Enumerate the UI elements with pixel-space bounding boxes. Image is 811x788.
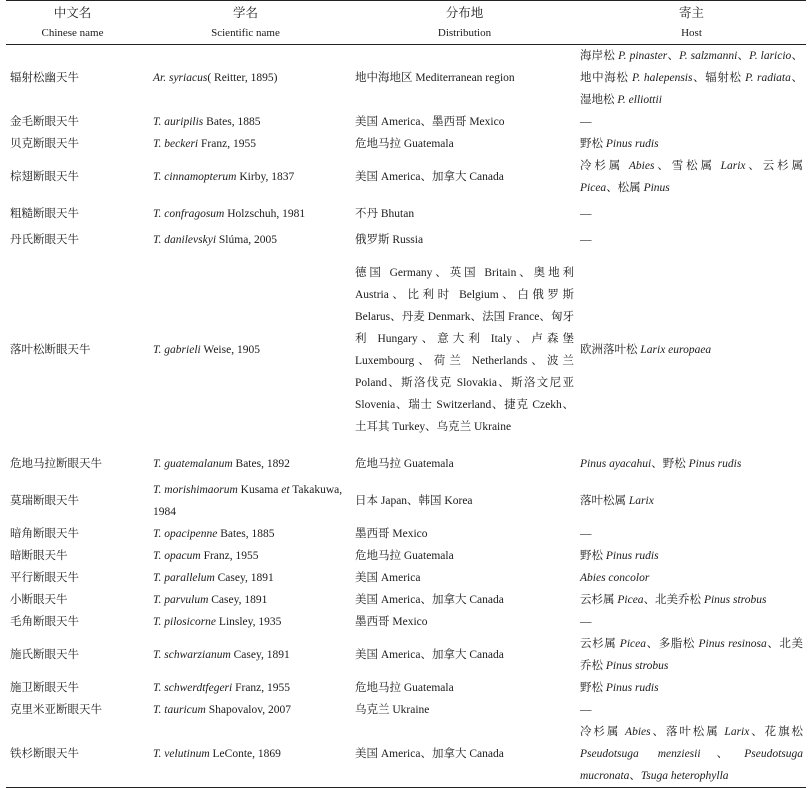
col-header-scientific-name-en: Scientific name	[211, 26, 280, 39]
host-latin-name: Larix europaea	[640, 344, 712, 356]
cell-host	[577, 523, 806, 545]
table-row	[6, 449, 806, 479]
cell-chinese-name: 丹氏断眼天牛	[10, 234, 79, 246]
host-latin-name: Pinus rudis	[688, 458, 742, 470]
host-text: 、多脂松	[645, 638, 699, 650]
scientific-name-authority: Bates, 1892	[232, 458, 290, 470]
host-latin-name: Pseudotsuga mucronata	[580, 748, 804, 782]
host-text: 、地中海松	[580, 50, 803, 84]
cell-distribution: 地中海地区 Mediterranean region	[355, 72, 515, 84]
host-latin-name: Pinus	[643, 182, 670, 194]
cell-chinese-name: 莫瑞断眼天牛	[10, 495, 79, 507]
host-text: —	[580, 234, 592, 246]
table-row	[6, 155, 806, 199]
table-row	[6, 721, 806, 788]
cell-distribution: 美国 America、加拿大 Canada	[352, 721, 577, 788]
cell-host	[577, 677, 806, 699]
cell-chinese-name: 棕翅断眼天牛	[10, 171, 79, 183]
cell-distribution: 墨西哥 Mexico	[355, 528, 428, 540]
cell-scientific-name	[139, 699, 352, 721]
col-header-host-en: Host	[681, 26, 702, 39]
cell-distribution: 危地马拉 Guatemala	[355, 682, 454, 694]
host-latin-name: Picea	[617, 594, 644, 606]
col-header-chinese-name	[6, 1, 139, 45]
scientific-name-binomial: T. opacipenne	[153, 528, 218, 540]
table-row	[6, 479, 806, 523]
cell-distribution: 美国 America、墨西哥 Mexico	[355, 116, 505, 128]
host-latin-name: P. salzmanni	[679, 50, 738, 62]
cell-host	[577, 721, 806, 788]
cell-scientific-name	[139, 611, 352, 633]
scientific-name-binomial: T. schwarzianum	[153, 649, 231, 661]
table-body	[6, 45, 806, 788]
scientific-name-authority: Bates, 1885	[217, 528, 275, 540]
cell-chinese-name: 粗糙断眼天牛	[10, 208, 79, 220]
table-row	[6, 545, 806, 567]
cell-distribution: 美国 America、加拿大 Canada	[355, 649, 504, 661]
cell-host	[577, 589, 806, 611]
cell-scientific-name	[139, 199, 352, 229]
cell-host	[577, 251, 806, 449]
cell-scientific-name	[139, 111, 352, 133]
table-row	[6, 611, 806, 633]
table-row	[6, 523, 806, 545]
host-text: 、花旗松	[749, 726, 804, 738]
cell-distribution: 危地马拉 Guatemala	[355, 138, 454, 150]
scientific-name-authority: Bates, 1885	[203, 116, 261, 128]
scientific-name-binomial: T. beckeri	[153, 138, 199, 150]
host-text: 欧洲落叶松	[580, 344, 641, 356]
host-text: 云杉属	[580, 638, 620, 650]
scientific-name-authority: Slúma, 2005	[216, 234, 278, 246]
host-latin-name: P. radiata	[745, 72, 791, 84]
cell-host	[577, 155, 806, 199]
cell-distribution: 俄罗斯 Russia	[355, 234, 424, 246]
scientific-name-binomial: T. parallelum	[153, 572, 215, 584]
scientific-name-authority: Franz, 1955	[198, 138, 256, 150]
cell-scientific-name	[139, 479, 352, 523]
col-header-host	[577, 1, 806, 45]
col-header-chinese-name-cn: 中文名	[53, 5, 92, 20]
scientific-name-authority: Linsley, 1935	[216, 616, 282, 628]
table-row	[6, 199, 806, 229]
cell-distribution: 乌克兰 Ukraine	[355, 704, 430, 716]
col-header-distribution	[352, 1, 577, 45]
host-text: 、北美乔松	[580, 638, 804, 672]
cell-scientific-name	[139, 567, 352, 589]
cell-host	[577, 133, 806, 155]
host-latin-name: Picea	[580, 182, 607, 194]
scientific-name-binomial: T. tauricum	[153, 704, 206, 716]
host-text: 、松属	[606, 182, 644, 194]
host-latin-name: Larix	[724, 726, 750, 738]
scientific-name-binomial: T. auripilis	[153, 116, 204, 128]
scientific-name-authority: Holzschuh, 1981	[224, 208, 306, 220]
host-latin-name: Abies	[628, 160, 655, 172]
scientific-name-authority: LeConte, 1869	[209, 748, 281, 760]
scientific-name-binomial: T. danilevskyi	[153, 234, 217, 246]
table-row	[6, 229, 806, 251]
cell-chinese-name: 金毛断眼天牛	[10, 116, 79, 128]
scientific-name-binomial: T. gabrieli	[153, 344, 201, 356]
table-row	[6, 589, 806, 611]
host-latin-name: Pinus rudis	[605, 550, 659, 562]
scientific-name-binomial: T. confragosum	[153, 208, 225, 220]
scientific-name-authority: Shapovalov, 2007	[205, 704, 292, 716]
col-header-host-cn: 寄主	[678, 5, 704, 20]
cell-distribution: 德国 Germany、英国 Britain、奥地利 Austria、比利时 Belgium、白俄罗斯 Belarus、丹麦 Denmark、法国 France、匈牙利 Hungary、意大利 Italy、卢森堡 Luxembourg、荷兰 Netherlands、波兰 Poland、斯洛伐克 Slovakia、斯洛文尼亚 Slovenia、瑞士 Switzerland、捷克 Czekh、土耳其 Turkey、乌克兰 Ukraine	[355, 267, 574, 433]
cell-distribution: 不丹 Bhutan	[355, 208, 415, 220]
cell-scientific-name	[139, 229, 352, 251]
table-row	[6, 45, 806, 112]
cell-distribution: 日本 Japan、韩国 Korea	[355, 495, 473, 507]
cell-host	[577, 699, 806, 721]
host-text: —	[580, 208, 592, 220]
cell-host	[577, 229, 806, 251]
scientific-name-authority: Casey, 1891	[214, 572, 274, 584]
host-latin-name: Pinus strobus	[703, 594, 767, 606]
scientific-name-binomial: T. guatemalanum	[153, 458, 233, 470]
cell-chinese-name: 辐射松幽天牛	[10, 72, 79, 84]
scientific-name-authority: Kusama et Takakuwa, 1984	[153, 484, 343, 518]
cell-scientific-name	[139, 523, 352, 545]
host-text: 、云杉属	[745, 160, 804, 172]
cell-chinese-name: 平行断眼天牛	[10, 572, 79, 584]
cell-distribution: 危地马拉 Guatemala	[355, 550, 454, 562]
host-latin-name: P. elliottii	[617, 94, 662, 106]
cell-scientific-name	[139, 155, 352, 199]
host-latin-name: Abies concolor	[580, 572, 650, 584]
host-text: 野松	[580, 550, 606, 562]
host-latin-name: Pinus rudis	[605, 682, 659, 694]
host-text: 、	[700, 748, 745, 760]
scientific-name-authority: ( Reitter, 1895)	[207, 72, 278, 84]
cell-scientific-name	[139, 633, 352, 677]
cell-host	[577, 45, 806, 112]
cell-scientific-name	[139, 449, 352, 479]
host-text: 云杉属	[580, 594, 618, 606]
cell-chinese-name: 克里米亚断眼天牛	[10, 704, 102, 716]
scientific-name-authority: Franz, 1955	[232, 682, 291, 694]
species-table	[6, 0, 806, 788]
host-text: 落叶松属	[580, 495, 629, 507]
host-text: 、湿地松	[580, 72, 804, 106]
cell-scientific-name	[139, 721, 352, 788]
cell-chinese-name: 暗断眼天牛	[10, 550, 68, 562]
cell-host	[577, 545, 806, 567]
host-text: 、野松	[651, 458, 689, 470]
cell-chinese-name: 小断眼天牛	[10, 594, 68, 606]
cell-host	[577, 611, 806, 633]
scientific-name-binomial: T. opacum	[153, 550, 201, 562]
cell-chinese-name: 暗角断眼天牛	[10, 528, 79, 540]
cell-scientific-name	[139, 251, 352, 449]
scientific-name-authority: Weise, 1905	[200, 344, 260, 356]
cell-distribution: 危地马拉 Guatemala	[355, 458, 454, 470]
cell-scientific-name	[139, 677, 352, 699]
host-text: 野松	[580, 138, 606, 150]
host-latin-name: P. halepensis	[632, 72, 693, 84]
host-latin-name: P. laricio	[749, 50, 792, 62]
cell-chinese-name: 施氏断眼天牛	[10, 649, 79, 661]
cell-chinese-name: 贝克断眼天牛	[10, 138, 79, 150]
scientific-name-authority: Casey, 1891	[208, 594, 268, 606]
scientific-name-authority: Franz, 1955	[200, 550, 259, 562]
col-header-scientific-name	[139, 1, 352, 45]
host-text: 、雪松属	[654, 160, 721, 172]
host-latin-name: Larix	[720, 160, 746, 172]
col-header-scientific-name-cn: 学名	[232, 5, 258, 20]
scientific-name-binomial: T. cinnamopterum	[153, 171, 237, 183]
host-latin-name: Pinus ayacahui	[580, 458, 652, 470]
scientific-name-binomial: Ar. syriacus	[153, 72, 208, 84]
host-text: 、	[737, 50, 750, 62]
host-text: 、	[667, 50, 680, 62]
host-latin-name: Larix	[628, 495, 654, 507]
table-row	[6, 677, 806, 699]
cell-distribution: 墨西哥 Mexico	[355, 616, 428, 628]
table-row	[6, 251, 806, 449]
scientific-name-binomial: T. morishimaorum	[153, 484, 238, 496]
scientific-name-binomial: T. schwerdtfegeri	[153, 682, 233, 694]
host-latin-name: Pinus resinosa	[698, 638, 767, 650]
cell-host	[577, 111, 806, 133]
scientific-name-authority: Kirby, 1837	[236, 171, 295, 183]
host-latin-name: Pseudotsuga menziesii	[580, 748, 701, 760]
cell-scientific-name	[139, 589, 352, 611]
host-text: —	[580, 528, 592, 540]
host-latin-name: Pinus rudis	[605, 138, 659, 150]
col-header-distribution-cn: 分布地	[445, 5, 484, 20]
host-text: —	[580, 116, 592, 128]
scientific-name-authority: Casey, 1891	[230, 649, 290, 661]
host-text: 海岸松	[580, 50, 619, 62]
host-text: —	[580, 704, 592, 716]
col-header-distribution-en: Distribution	[437, 26, 492, 39]
cell-distribution: 美国 America、加拿大 Canada	[355, 594, 504, 606]
cell-scientific-name	[139, 133, 352, 155]
header-row	[6, 1, 806, 45]
cell-chinese-name: 毛角断眼天牛	[10, 616, 79, 628]
cell-chinese-name: 落叶松断眼天牛	[10, 344, 91, 356]
host-text: 冷杉属	[580, 726, 626, 738]
cell-host	[577, 199, 806, 229]
table-row	[6, 633, 806, 677]
scientific-name-binomial: T. pilosicorne	[153, 616, 217, 628]
col-header-chinese-name-en: Chinese name	[41, 26, 104, 39]
cell-distribution: 美国 America	[355, 572, 421, 584]
table-row	[6, 699, 806, 721]
host-text: 野松	[580, 682, 606, 694]
cell-chinese-name: 施卫断眼天牛	[10, 682, 79, 694]
host-text: —	[580, 616, 592, 628]
host-text: 、落叶松属	[650, 726, 725, 738]
host-text: 冷杉属	[580, 160, 629, 172]
scientific-name-binomial: T. parvulum	[153, 594, 209, 606]
cell-scientific-name	[139, 45, 352, 112]
cell-host	[577, 479, 806, 523]
cell-scientific-name	[139, 545, 352, 567]
host-latin-name: Picea	[619, 638, 646, 650]
cell-host	[577, 567, 806, 589]
cell-host	[577, 449, 806, 479]
scientific-name-binomial: T. velutinum	[153, 748, 210, 760]
host-latin-name: Abies	[625, 726, 651, 738]
host-text: 、辐射松	[692, 72, 746, 84]
host-latin-name: Tsuga heterophylla	[640, 770, 729, 782]
cell-chinese-name: 危地马拉断眼天牛	[10, 458, 102, 470]
cell-chinese-name: 铁杉断眼天牛	[6, 721, 139, 788]
table-row	[6, 567, 806, 589]
table-row	[6, 133, 806, 155]
host-latin-name: P. pinaster	[618, 50, 668, 62]
cell-host	[577, 633, 806, 677]
host-latin-name: Pinus strobus	[605, 660, 669, 672]
table-row	[6, 111, 806, 133]
cell-distribution: 美国 America、加拿大 Canada	[355, 171, 504, 183]
host-text: 、北美乔松	[643, 594, 704, 606]
host-text: 、	[629, 770, 641, 782]
